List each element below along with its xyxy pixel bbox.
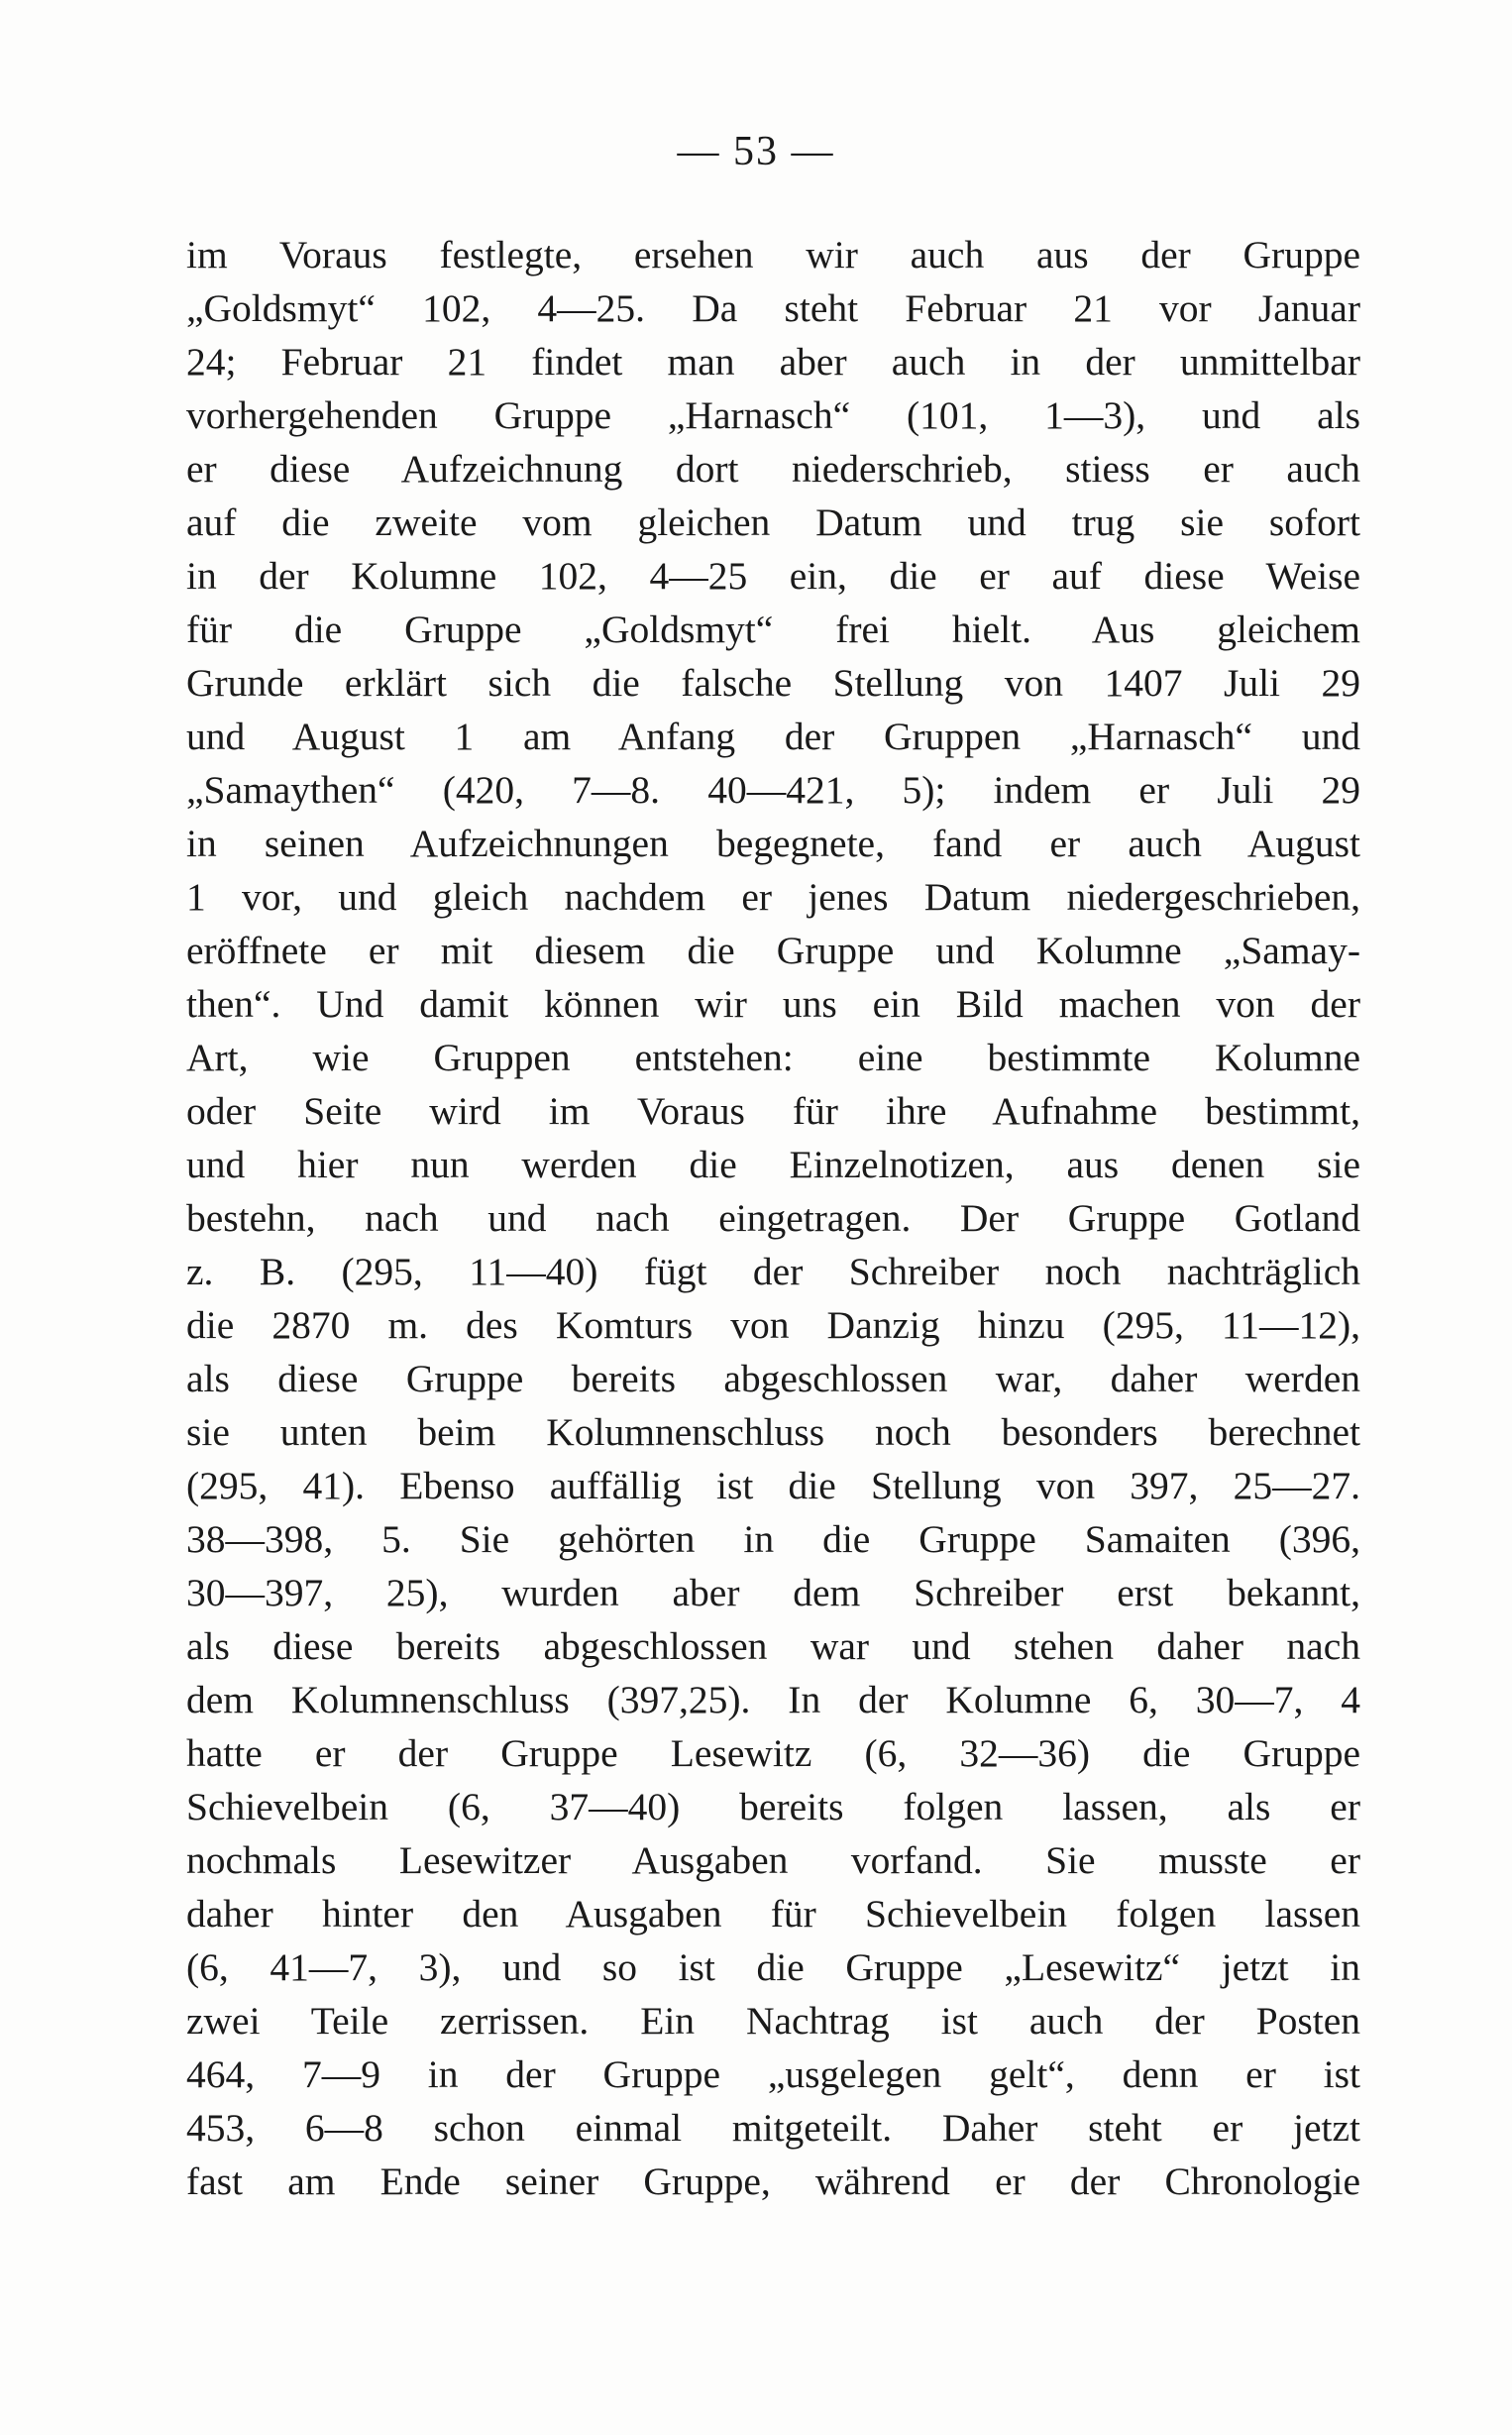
text-line: in seinen Aufzeichnungen begegnete, fand er auch August: [186, 822, 1360, 865]
text-line: z. B. (295, 11—40) fügt der Schreiber noch nachträglich: [186, 1250, 1360, 1293]
text-line: 464, 7—9 in der Gruppe „usgelegen gelt“, denn er ist: [186, 2052, 1360, 2096]
page-number: — 53 —: [677, 129, 835, 174]
text-line: 453, 6—8 schon einmal mitgeteilt. Daher steht er jetzt: [186, 2106, 1360, 2150]
text-line: daher hinter den Ausgaben für Schievelbein folgen lassen: [186, 1892, 1360, 1936]
text-line: nochmals Lesewitzer Ausgaben vorfand. Sie musste er: [186, 1838, 1360, 1882]
text-line: „Samaythen“ (420, 7—8. 40—421, 5); indem er Juli 29: [186, 768, 1360, 812]
text-line: als diese bereits abgeschlossen war und stehen daher nach: [186, 1624, 1360, 1668]
text-line: „Goldsmyt“ 102, 4—25. Da steht Februar 21 vor Januar: [186, 286, 1360, 330]
text-line: vorhergehenden Gruppe „Harnasch“ (101, 1—3), und als: [186, 393, 1360, 437]
text-line: then“. Und damit können wir uns ein Bild machen von der: [186, 982, 1360, 1026]
text-line: in der Kolumne 102, 4—25 ein, die er auf diese Weise: [186, 554, 1360, 598]
text-line: und August 1 am Anfang der Gruppen „Harnasch“ und: [186, 715, 1360, 758]
text-line: 1 vor, und gleich nachdem er jenes Datum niedergeschrieben,: [186, 875, 1360, 919]
text-line: eröffnete er mit diesem die Gruppe und Kolumne „Samay-: [186, 929, 1360, 972]
text-line: die 2870 m. des Komturs von Danzig hinzu (295, 11—12),: [186, 1303, 1360, 1347]
text-line: Art, wie Gruppen entstehen: eine bestimmte Kolumne: [186, 1036, 1360, 1079]
text-line: 24; Februar 21 findet man aber auch in der unmittelbar: [186, 340, 1360, 384]
text-line: er diese Aufzeichnung dort niederschrieb, stiess er auch: [186, 447, 1360, 491]
text-line: Schievelbein (6, 37—40) bereits folgen lassen, als er: [186, 1785, 1360, 1828]
text-line: als diese Gruppe bereits abgeschlossen war, daher werden: [186, 1357, 1360, 1400]
text-line: fast am Ende seiner Gruppe, während er der Chronologie: [186, 2159, 1360, 2203]
text-line: im Voraus festlegte, ersehen wir auch aus der Gruppe: [186, 233, 1360, 277]
text-line: für die Gruppe „Goldsmyt“ frei hielt. Aus gleichem: [186, 608, 1360, 651]
text-line: auf die zweite vom gleichen Datum und trug sie sofort: [186, 500, 1360, 544]
text-line: oder Seite wird im Voraus für ihre Aufnahme bestimmt,: [186, 1089, 1360, 1133]
text-line: sie unten beim Kolumnenschluss noch besonders berechnet: [186, 1410, 1360, 1454]
text-line: (295, 41). Ebenso auffällig ist die Stellung von 397, 25—27.: [186, 1464, 1360, 1507]
text-line: dem Kolumnenschluss (397,25). In der Kolumne 6, 30—7, 4: [186, 1678, 1360, 1721]
text-line: und hier nun werden die Einzelnotizen, aus denen sie: [186, 1143, 1360, 1186]
text-line: 30—397, 25), wurden aber dem Schreiber erst bekannt,: [186, 1571, 1360, 1614]
text-line: zwei Teile zerrissen. Ein Nachtrag ist auch der Posten: [186, 1999, 1360, 2043]
text-line: hatte er der Gruppe Lesewitz (6, 32—36) die Gruppe: [186, 1731, 1360, 1775]
text-line: bestehn, nach und nach eingetragen. Der Gruppe Gotland: [186, 1196, 1360, 1240]
text-line: (6, 41—7, 3), und so ist die Gruppe „Lesewitz“ jetzt in: [186, 1945, 1360, 1989]
text-line: 38—398, 5. Sie gehörten in die Gruppe Samaiten (396,: [186, 1517, 1360, 1561]
body-text: [186, 228, 1360, 2208]
text-line: Grunde erklärt sich die falsche Stellung von 1407 Juli 29: [186, 661, 1360, 705]
